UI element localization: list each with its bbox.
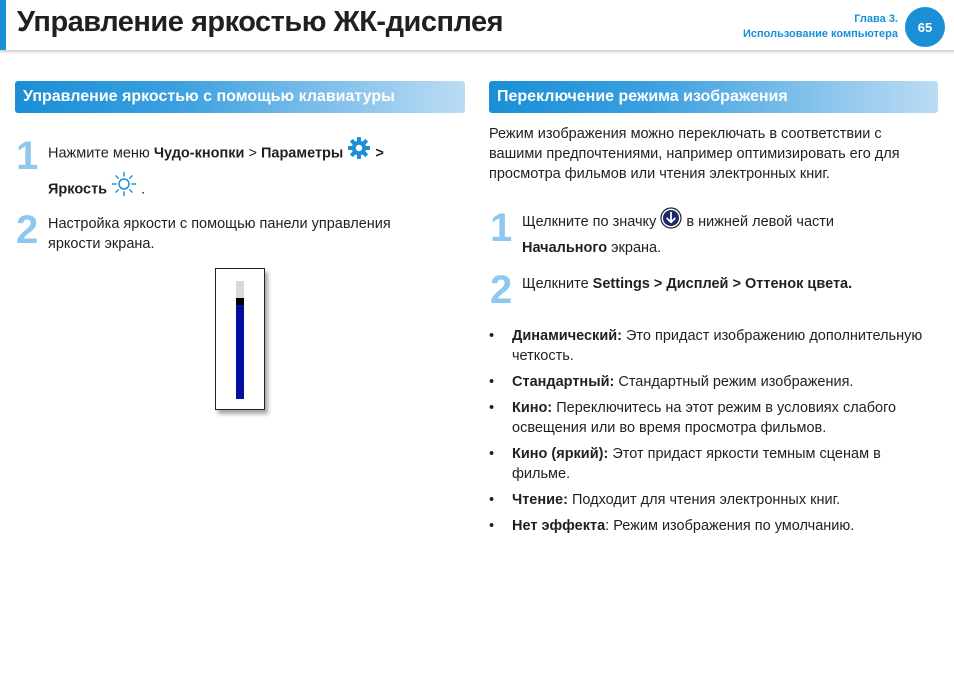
list-item-term: Нет эффекта — [512, 518, 606, 534]
settings-path: Settings > Дисплей > Оттенок цвета. — [592, 276, 853, 292]
gear-icon — [347, 136, 371, 171]
list-item-term: Динамический: — [512, 328, 622, 344]
list-item-desc: Переключитесь на этот режим в условиях слабого освещения или во время просмотра фильмов. — [512, 400, 897, 436]
list-item-desc: : Режим изображения по умолчанию. — [605, 518, 855, 534]
step-text: Щелкните — [522, 276, 593, 292]
list-item-term: Кино (яркий): — [512, 446, 609, 462]
list-item — [489, 490, 929, 510]
brightness-slider-fill — [236, 305, 244, 399]
step-text: Нажмите меню — [48, 145, 154, 162]
list-item-term: Кино: — [512, 400, 553, 416]
header-accent-bar — [0, 0, 6, 52]
list-item — [489, 516, 929, 536]
step-separator-bold: > — [371, 145, 384, 162]
brightness-slider-track[interactable] — [236, 281, 244, 399]
section-title-keyboard-brightness: Управление яркостью с помощью клавиатуры — [15, 81, 465, 113]
step-text-suffix: в нижней левой части — [682, 213, 834, 230]
page-title: Управление яркостью ЖК-дисплея — [17, 6, 504, 38]
step-end: . — [137, 181, 146, 198]
list-item-term: Чтение: — [512, 492, 568, 508]
step-instruction — [522, 207, 922, 260]
page-number-badge: 65 — [905, 7, 945, 47]
step-instruction — [522, 274, 932, 294]
step-number: 1 — [16, 134, 39, 178]
intro-paragraph: Режим изображения можно переключать в соответствии с вашими предпочтениями, например оптимизировать его для просмотра фильмов или чтения электронных книг. — [489, 126, 900, 182]
image-mode-list — [489, 326, 929, 542]
list-item-desc: Этот придаст яркости темным сценам в фильме. — [512, 446, 881, 482]
list-item-term: Стандартный: — [512, 374, 615, 390]
list-item-desc: Подходит для чтения электронных книг. — [567, 492, 841, 508]
list-item — [489, 372, 929, 392]
chapter-name: Использование компьютера — [742, 28, 898, 40]
header-divider — [0, 50, 954, 54]
chapter-number: Глава 3. — [854, 13, 898, 25]
settings-label: Параметры — [260, 145, 344, 162]
brightness-slider-panel — [215, 268, 265, 410]
step-instruction — [48, 136, 448, 208]
step-instruction: Настройка яркости с помощью панели управления яркости экрана. — [48, 216, 391, 252]
step-number: 2 — [16, 208, 39, 252]
chapter-label — [743, 12, 898, 42]
step-text: Щелкните по значку — [522, 213, 661, 230]
brightness-label: Яркость — [48, 181, 108, 198]
down-arrow-circle-icon — [660, 207, 682, 237]
charms-label: Чудо-кнопки — [153, 145, 245, 162]
list-item-desc: Это придаст изображению дополнительную четкость. — [512, 328, 923, 364]
section-title-image-mode: Переключение режима изображения — [489, 81, 938, 113]
brightness-slider-thumb[interactable] — [236, 298, 244, 305]
step-separator: > — [244, 145, 261, 162]
list-item — [489, 444, 929, 484]
step-number: 2 — [490, 268, 513, 312]
list-item — [489, 326, 929, 366]
step-end: экрана. — [607, 240, 662, 256]
list-item-desc: Стандартный режим изображения. — [614, 374, 854, 390]
list-item — [489, 398, 929, 438]
step-number: 1 — [490, 206, 513, 250]
brightness-icon — [111, 171, 137, 208]
start-screen-label: Начального — [522, 240, 608, 256]
